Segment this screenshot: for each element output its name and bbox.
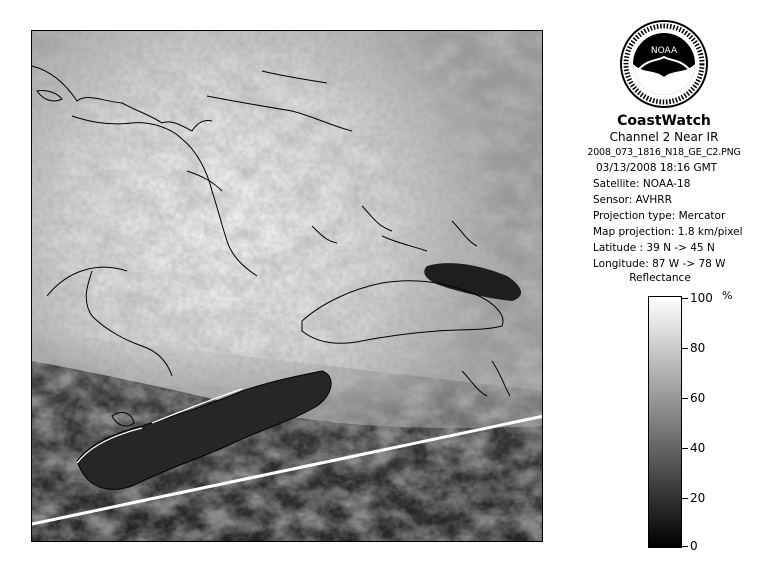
colorbar-tick [682, 448, 688, 449]
satellite: Satellite: NOAA-18 [593, 178, 691, 190]
colorbar-tick-label: 40 [690, 441, 706, 455]
datetime: 03/13/2008 18:16 GMT [596, 162, 718, 174]
file-name: 2008_073_1816_N18_GE_C2.PNG [587, 147, 741, 158]
longitude-range: Longitude: 87 W -> 78 W [593, 258, 726, 270]
map-projection: Map projection: 1.8 km/pixel [593, 226, 743, 238]
colorbar [648, 296, 682, 548]
product-title: CoastWatch [617, 113, 711, 129]
projection-type: Projection type: Mercator [593, 210, 726, 222]
colorbar-tick-label: 80 [690, 341, 706, 355]
map-svg [32, 31, 543, 542]
satellite-image [31, 30, 543, 542]
colorbar-tick [682, 298, 688, 299]
colorbar-tick [682, 398, 688, 399]
colorbar-unit: % [722, 289, 733, 302]
colorbar-label: Reflectance [629, 272, 691, 284]
colorbar-tick [682, 546, 688, 547]
colorbar-tick-label: 0 [690, 539, 698, 553]
sensor: Sensor: AVHRR [593, 194, 672, 206]
colorbar-tick [682, 498, 688, 499]
logo-text: NOAA [650, 46, 678, 56]
colorbar-tick-label: 20 [690, 491, 706, 505]
colorbar-tick-label: 100 [690, 291, 713, 305]
channel-subtitle: Channel 2 Near IR [609, 130, 719, 144]
latitude-range: Latitude : 39 N -> 45 N [593, 242, 715, 254]
noaa-logo [619, 19, 709, 109]
colorbar-tick [682, 348, 688, 349]
colorbar-tick-label: 60 [690, 391, 706, 405]
